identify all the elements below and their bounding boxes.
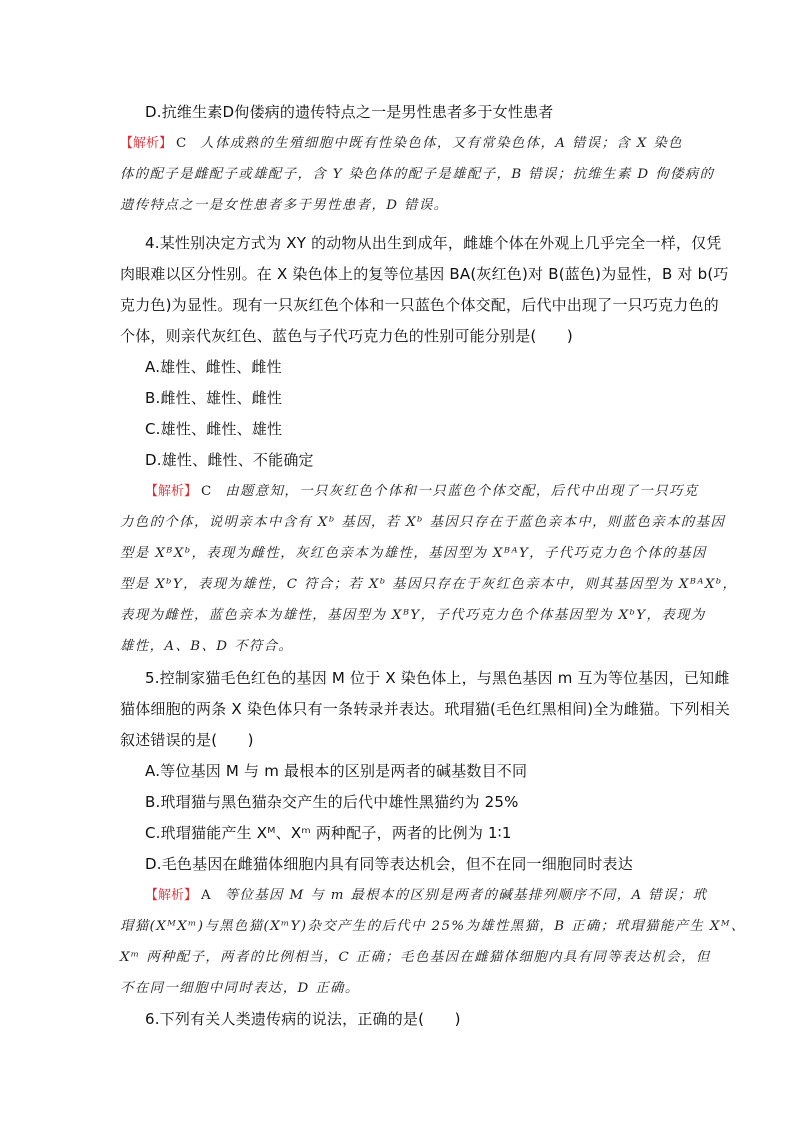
q4-analysis-line-4: 型是 XᵇY，表现为雄性，C 符合；若 Xᵇ 基因只存在于灰红色亲本中，则其基因型为 XᴮᴬXᵇ，	[120, 577, 738, 592]
q4-stem-line-4: 个体，则亲代灰红色、蓝色与子代巧克力色的性别可能分别是( )	[120, 327, 573, 345]
analysis-tag: 【解析】	[145, 888, 198, 903]
analysis-tag: 【解析】	[120, 136, 173, 151]
q5-analysis-line-1: 【解析】 A 等位基因 M 与 m 最根本的区别是两者的碱基排列顺序不同，A 错误；玳	[145, 888, 708, 903]
q4-option-d: D.雄性、雌性、不能确定	[145, 451, 314, 469]
q4-stem-line-3: 克力色)为显性。现有一只灰红色个体和一只蓝色个体交配，后代中出现了一只巧克力色的	[120, 296, 719, 314]
analysis-answer: C	[176, 136, 187, 151]
q3-analysis-line-3: 遗传特点之一是女性患者多于男性患者，D 错误。	[120, 198, 449, 213]
q4-stem-line-2: 肉眼难以区分性别。在 X 染色体上的复等位基因 BA(灰红色)对 B(蓝色)为显性，B 对 b(巧	[120, 265, 729, 283]
q4-analysis-line-5: 表现为雌性，蓝色亲本为雄性，基因型为 XᴮY，子代巧克力色个体基因型为 XᵇY，表现为	[120, 608, 706, 623]
q4-analysis-line-2: 力色的个体，说明亲本中含有 Xᵇ 基因，若 Xᵇ 基因只存在于蓝色亲本中，则蓝色亲本的基因	[120, 515, 726, 530]
q5-stem-line-2: 猫体细胞的两条 X 染色体只有一条转录并表达。玳瑁猫(毛色红黑相间)全为雌猫。下列相关	[120, 700, 731, 718]
analysis-tag: 【解析】	[145, 484, 198, 499]
q3-analysis-line-1: 【解析】 C 人体成熟的生殖细胞中既有性染色体，又有常染色体，A 错误；含 X 染色	[120, 136, 683, 151]
q4-option-a: A.雄性、雌性、雌性	[145, 358, 282, 376]
analysis-answer: C	[201, 484, 212, 499]
q4-option-b: B.雌性、雄性、雌性	[145, 389, 283, 407]
q5-option-a: A.等位基因 M 与 m 最根本的区别是两者的碱基数目不同	[145, 762, 528, 780]
q4-option-c: C.雄性、雌性、雄性	[145, 420, 283, 438]
q5-analysis-line-4: 不在同一细胞中同时表达，D 正确。	[120, 981, 360, 996]
q4-analysis-line-3: 型是 XᴮXᵇ，表现为雌性，灰红色亲本为雄性，基因型为 XᴮᴬY，子代巧克力色个体的基因	[120, 546, 707, 561]
q3-analysis-line-2: 体的配子是雌配子或雄配子，含 Y 染色体的配子是雄配子，B 错误；抗维生素 D 佝偻病的	[120, 167, 715, 182]
analysis-answer: A	[201, 888, 211, 903]
q3-option-d: D.抗维生素D佝偻病的遗传特点之一是男性患者多于女性患者	[145, 103, 554, 121]
q6-stem: 6.下列有关人类遗传病的说法，正确的是( )	[145, 1010, 461, 1028]
q5-option-d: D.毛色基因在雌猫体细胞内具有同等表达机会，但不在同一细胞同时表达	[145, 855, 633, 873]
q5-option-b: B.玳瑁猫与黑色猫杂交产生的后代中雄性黑猫约为 25%	[145, 793, 519, 811]
q4-analysis-line-6: 雄性，A、B、D 不符合。	[120, 639, 294, 654]
q5-stem-line-3: 叙述错误的是( )	[120, 731, 254, 749]
q5-analysis-line-3: Xᵐ 两种配子，两者的比例相当，C 正确；毛色基因在雌猫体细胞内具有同等表达机会，但	[120, 950, 711, 965]
q5-analysis-line-2: 瑁猫(XᴹXᵐ)与黑色猫(XᵐY)杂交产生的后代中 25%为雄性黑猫，B 正确；玳瑁猫能产生 Xᴹ、	[120, 919, 746, 934]
q5-stem-line-1: 5.控制家猫毛色红色的基因 M 位于 X 染色体上，与黑色基因 m 互为等位基因，已知雌	[145, 669, 730, 687]
q5-option-c: C.玳瑁猫能产生 Xᴹ、Xᵐ 两种配子，两者的比例为 1∶1	[145, 824, 512, 842]
q4-analysis-line-1: 【解析】 C 由题意知，一只灰红色个体和一只蓝色个体交配，后代中出现了一只巧克	[145, 484, 699, 499]
q4-stem-line-1: 4.某性别决定方式为 XY 的动物从出生到成年，雌雄个体在外观上几乎完全一样，仅凭	[145, 234, 722, 252]
